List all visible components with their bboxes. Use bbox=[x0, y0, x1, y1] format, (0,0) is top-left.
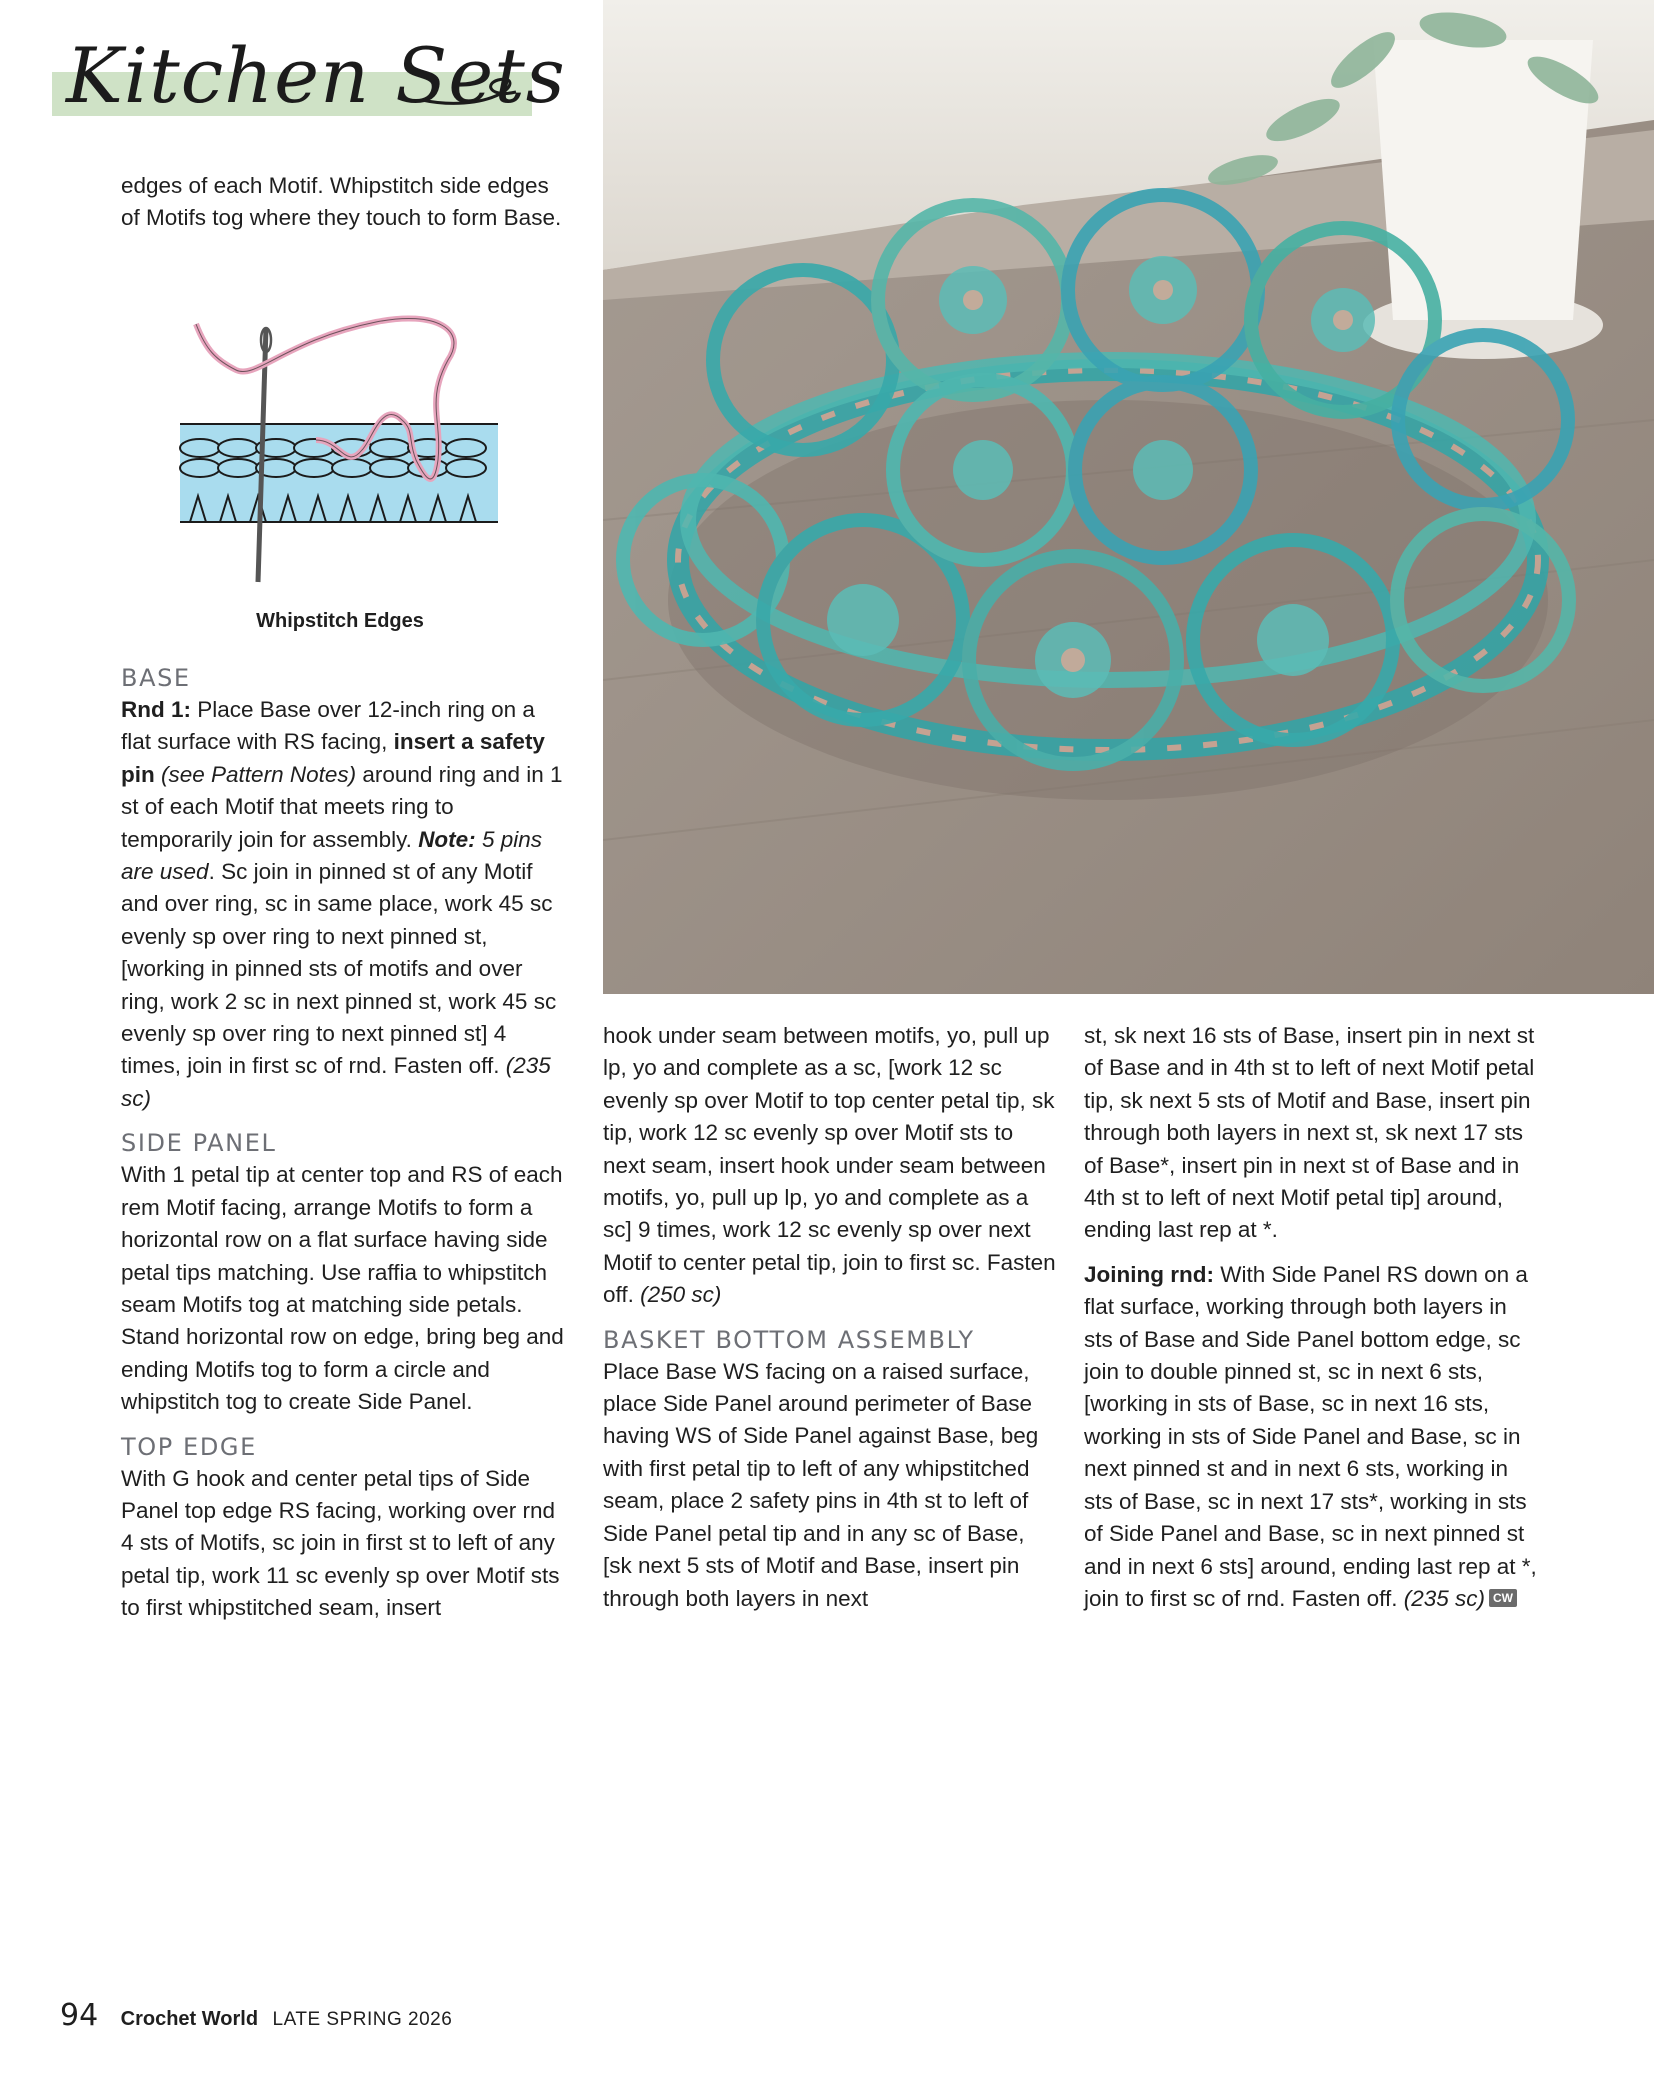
section-heading-basket-bottom: BASKET BOTTOM ASSEMBLY bbox=[603, 1325, 975, 1354]
illustration-caption: Whipstitch Edges bbox=[256, 610, 424, 632]
intro-text: edges of each Motif. Whipstitch side edges of Motifs tog where they touch to form Base. bbox=[121, 173, 562, 231]
section-heading-top-edge: TOP EDGE bbox=[121, 1432, 257, 1461]
top-edge-paragraph-start: With G hook and center petal tips of Side Panel top edge RS facing, working over rnd 4 sts of Motifs, sc join in first st to left of any petal tip, work 11 sc evenly sp over Motif sts to first whipstitched seam, insert bbox=[121, 1465, 560, 1621]
top-edge-paragraph-end: hook under seam between motifs, yo, pull up lp, yo and complete as a sc, [work 12 sc evenly sp over Motif to top center petal tip, sk tip, work 12 sc evenly sp over Motif sts to next seam, insert hook under seam between motifs, yo, pull up lp, yo and complete as a sc] 9 times, work 12 sc evenly sp over next Motif to center petal tip, join to first sc. Fasten off. (250 sc) bbox=[603, 1023, 1056, 1308]
safety-pin-emphasis: insert a safety pin bbox=[121, 729, 545, 787]
column-2 bbox=[603, 1020, 1057, 1615]
note-label: Note: bbox=[418, 826, 476, 852]
issue-date: LATE SPRING 2026 bbox=[272, 2009, 453, 2030]
intro-paragraph bbox=[121, 170, 567, 235]
column-1 bbox=[121, 662, 571, 1625]
rnd-label: Rnd 1: bbox=[121, 697, 191, 722]
stitch-count: (250 sc) bbox=[640, 1282, 722, 1308]
joining-label: Joining rnd: bbox=[1084, 1261, 1214, 1287]
stitch-count: (235 sc) bbox=[121, 1053, 551, 1111]
cw-end-badge: CW bbox=[1489, 1589, 1517, 1607]
magazine-title: Crochet World bbox=[120, 2008, 259, 2030]
basket-photo bbox=[603, 0, 1654, 994]
page-number: 94 bbox=[60, 1998, 99, 2033]
whipstitch-illustration bbox=[176, 300, 502, 588]
basket-bottom-paragraph-end: st, sk next 16 sts of Base, insert pin in next st of Base and in 4th st to left of next Motif petal tip, sk next 5 sts of Motif and Base, insert pin through both layers in next st, sk next 17 sts of Base*, insert pin in next st of Base and in 4th st to left of next Motif petal tip] around, ending last rep at *. bbox=[1084, 1023, 1535, 1243]
section-heading-base: BASE bbox=[121, 664, 191, 692]
joining-paragraph: Joining rnd: With Side Panel RS down on a flat surface, working through both layers in sts of Base and Side Panel bottom edge, sc join to double pinned st, sc in next 6 sts, [working in sts of Base, sc in next 16 sts, working in sts of Side Panel and Base, sc in next pinned st and in next 6 sts, working in sts of Base, sc in next 17 sts*, working in sts of Side Panel and Base, sc in next pinned st and in next 6 sts] around, ending last rep at *, join to first sc of rnd. Fasten off. (235 sc) CW bbox=[1084, 1261, 1537, 1611]
base-paragraph: Rnd 1: Place Base over 12-inch ring on a flat surface with RS facing, insert a safety pin (see Pattern Notes) around ring and in 1 st of each Motif that meets ring to temporarily join for assembly. Note: 5 pins are used. Sc join in pinned st of any Motif and over ring, sc in same place, work 45 sc evenly sp over ring to next pinned st, [working in pinned sts of motifs and over ring, work 2 sc in next pinned st, work 45 sc evenly sp over ring to next pinned st] 4 times, join in first sc of rnd. Fasten off. (235 sc) bbox=[121, 697, 563, 1111]
stitch-count: (235 sc) bbox=[1403, 1585, 1486, 1611]
section-heading-side-panel: SIDE PANEL bbox=[121, 1129, 277, 1158]
column-3 bbox=[1084, 1020, 1538, 1615]
page-footer bbox=[60, 1998, 452, 2033]
title-swash-icon bbox=[420, 70, 520, 110]
side-panel-paragraph: With 1 petal tip at center top and RS of each rem Motif facing, arrange Motifs to form a horizontal row on a flat surface having side petal tips matching. Use raffia to whipstitch seam Motifs tog at matching side petals. Stand horizontal row on edge, bring beg and ending Motifs tog to form a circle and whipstitch tog to create Side Panel. bbox=[121, 1162, 564, 1415]
basket-bottom-paragraph-start: Place Base WS facing on a raised surface, place Side Panel around perimeter of Base having WS of Side Panel against Base, beg with first petal tip to left of any whipstitched seam, place 2 safety pins in 4th st to left of Side Panel petal tip and in any sc of Base, [sk next 5 sts of Motif and Base, insert pin through both layers in next bbox=[603, 1358, 1039, 1611]
page-title: Kitchen Sets bbox=[66, 31, 566, 120]
